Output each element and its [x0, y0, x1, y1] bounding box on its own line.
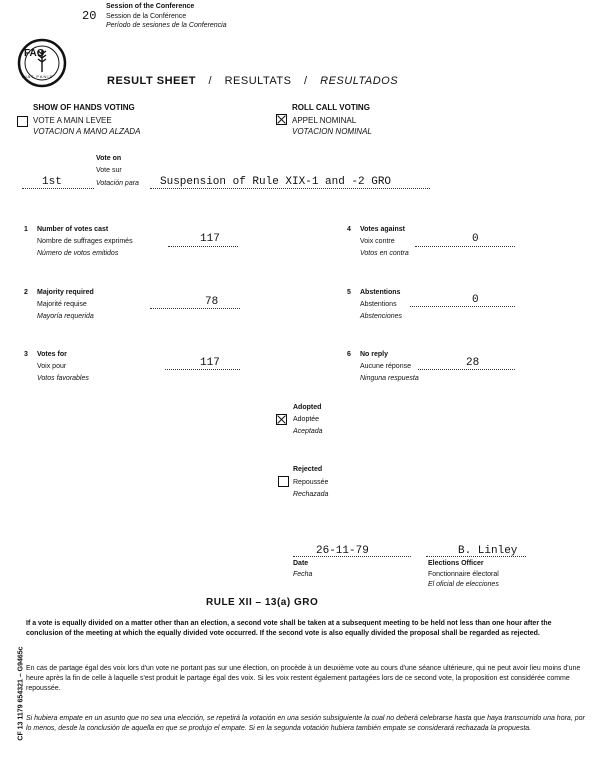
session-number: 20 [82, 9, 97, 23]
item-1-num: 1 [24, 226, 28, 233]
item-1-line [168, 246, 238, 247]
item-4-num: 4 [347, 226, 351, 233]
item-5-value[interactable]: 0 [472, 294, 479, 306]
show-of-hands-es: VOTACION A MANO ALZADA [33, 127, 141, 136]
rule-text-en: If a vote is equally divided on a matter other than an election, a second vote shall be taken at a subsequent meeting to be held not less than one hour after the conclusion of the meeting at which the equally divided vote occurred. If the second vote is also equally divided the proposal shall be regarded as rejected. [26, 620, 552, 637]
rejected-es: Rechazada [293, 491, 329, 498]
roll-call-checkbox[interactable] [276, 114, 287, 125]
item-1-es: Número de votos emitidos [37, 250, 119, 257]
rule-title: RULE XII – 13(a) GRO [206, 597, 319, 608]
item-3-fr: Voix pour [37, 363, 67, 370]
rejected-en: Rejected [293, 466, 323, 473]
item-3-es: Votos favorables [37, 375, 89, 382]
vote-on-es: Votación para [96, 180, 139, 187]
item-6-fr: Aucune réponse [360, 363, 411, 370]
item-3-line [165, 369, 240, 370]
vote-on-en: Vote on [96, 155, 122, 162]
officer-label-es: El oficial de elecciones [428, 581, 499, 588]
item-3-num: 3 [24, 351, 28, 358]
item-5-line [410, 306, 515, 307]
logo-motto: FIAT PANIS [22, 74, 54, 79]
adopted-fr: Adoptée [293, 416, 320, 423]
session-label-en: Session of the Conference [106, 3, 195, 10]
rule-text-es: Si hubiera empate en un asunto que no sea una elección, se repetirá la votación en una sesión subsiguiente la cual no deberá celebrarse hasta que haya transcurrido una hora, por lo menos, desde la conclusión de aquella en que se produjo el empate. Si en la segunda votación hubiera también empate se considerará rechazada la propuesta. [26, 715, 585, 732]
adopted-checkbox[interactable] [276, 414, 287, 425]
item-5-en: Abstentions [360, 289, 401, 296]
item-6-en: No reply [360, 351, 389, 358]
item-6-es: Ninguna respuesta [360, 375, 419, 382]
date-label-en: Date [293, 560, 309, 567]
item-3-value[interactable]: 117 [200, 357, 220, 369]
session-label-fr: Session de la Conférence [106, 13, 187, 20]
adopted-es: Aceptada [293, 428, 323, 435]
title-sep-1: / [208, 75, 213, 87]
vote-ordinal[interactable]: 1st [42, 176, 62, 188]
item-6-num: 6 [347, 351, 351, 358]
vote-ordinal-line [22, 188, 94, 189]
item-1-value[interactable]: 117 [200, 233, 220, 245]
item-1-en: Number of votes cast [37, 226, 109, 233]
rule-text-fr: En cas de partage égal des voix lors d'un vote ne portant pas sur une élection, on procède à un deuxième vote au cours d'une séance ultérieure, qui ne peut avoir lieu moins d'une heure après la fin de celle à laquelle s'est produit le partage égal des voix. Si les voix restent également partagées lors de ce second vote, la proposition est considérée comme repoussée. [26, 665, 581, 692]
item-6-line [418, 369, 515, 370]
item-5-es: Abstenciones [360, 313, 403, 320]
officer-label-fr: Fonctionnaire électoral [428, 571, 499, 578]
officer-value[interactable]: B. Linley [458, 545, 518, 557]
vote-subject-line [150, 188, 430, 189]
item-6-value[interactable]: 28 [466, 357, 480, 369]
title-en: RESULT SHEET [107, 75, 196, 87]
item-2-es: Mayoría requerida [37, 313, 94, 320]
title-es: RESULTADOS [320, 75, 399, 87]
item-1-fr: Nombre de suffrages exprimés [37, 238, 133, 245]
date-label-es: Fecha [293, 571, 313, 578]
item-4-line [415, 246, 515, 247]
roll-call-es: VOTACION NOMINAL [292, 127, 372, 136]
item-2-line [150, 308, 240, 309]
item-2-fr: Majorité requise [37, 301, 87, 308]
item-4-value[interactable]: 0 [472, 233, 479, 245]
vote-on-fr: Vote sur [96, 167, 122, 174]
page-title [107, 75, 398, 87]
session-label-es: Período de sesiones de la Conferencia [106, 22, 227, 29]
item-4-fr: Voix contre [360, 238, 395, 245]
roll-call-title: ROLL CALL VOTING [292, 103, 370, 112]
item-4-es: Votos en contra [360, 250, 409, 257]
item-2-num: 2 [24, 289, 28, 296]
item-2-value[interactable]: 78 [205, 296, 219, 308]
item-4-en: Votes against [360, 226, 405, 233]
show-of-hands-fr: VOTE A MAIN LEVEE [33, 116, 112, 125]
item-5-fr: Abstentions [360, 301, 397, 308]
roll-call-fr: APPEL NOMINAL [292, 116, 357, 125]
vote-subject[interactable]: Suspension of Rule XIX-1 and -2 GRO [160, 176, 392, 188]
title-sep-2: / [304, 75, 308, 87]
item-5-num: 5 [347, 289, 351, 296]
item-2-en: Majority required [37, 289, 94, 296]
date-value[interactable]: 26-11-79 [316, 545, 369, 557]
show-of-hands-title: SHOW OF HANDS VOTING [33, 103, 135, 112]
rejected-checkbox[interactable] [278, 476, 289, 487]
side-code: CF 13 1179 654321 – G9465c [17, 646, 25, 741]
rejected-fr: Repoussée [293, 479, 329, 486]
adopted-en: Adopted [293, 404, 322, 411]
logo-letters: FAO [24, 48, 45, 59]
fao-logo [17, 38, 67, 88]
title-fr: RESULTATS [224, 75, 292, 87]
item-3-en: Votes for [37, 351, 67, 358]
show-of-hands-checkbox[interactable] [17, 116, 28, 127]
officer-label-en: Elections Officer [428, 560, 484, 567]
